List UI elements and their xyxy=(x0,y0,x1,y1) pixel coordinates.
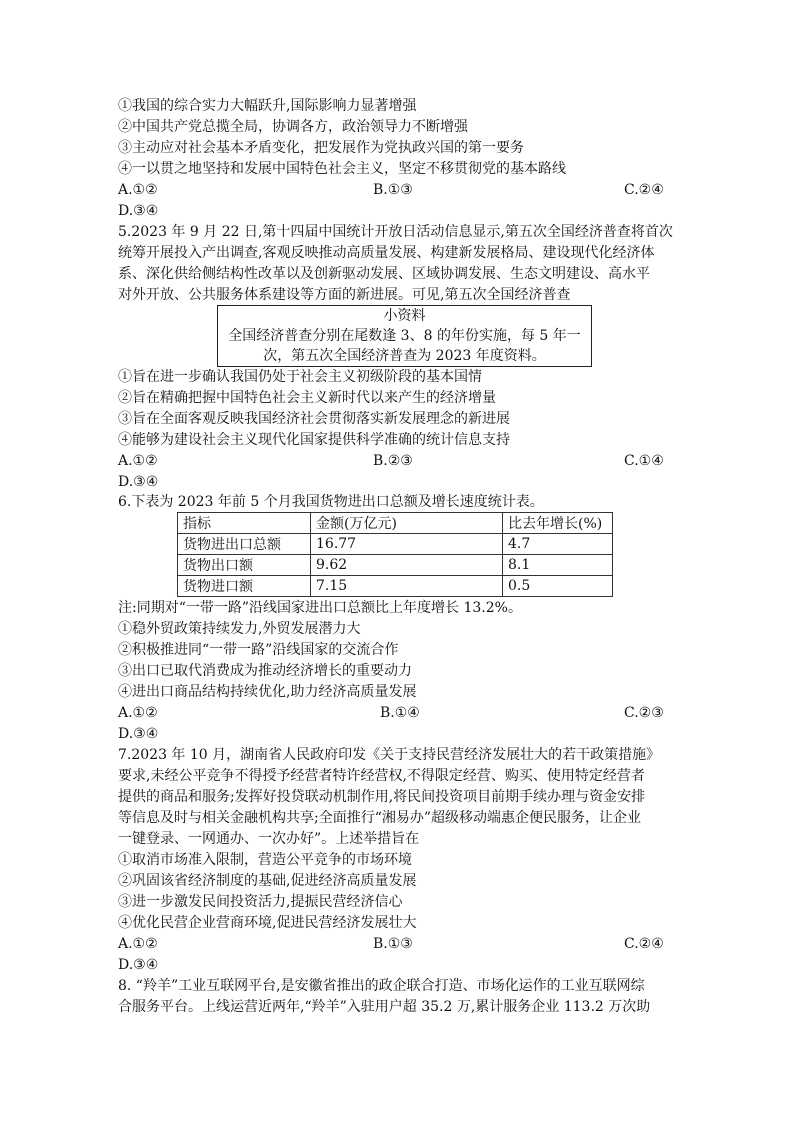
q7-choice-a: A.①② xyxy=(118,936,158,952)
table-cell: 0.5 xyxy=(503,576,613,597)
table-cell: 货物进出口总额 xyxy=(178,534,311,555)
table-cell: 16.77 xyxy=(311,534,503,555)
table-header-row xyxy=(178,513,613,534)
q7-stem-line-2: 要求,未经公平竞争不得授予经营者特许经营权,不得限定经营、购买、使用特定经营者 xyxy=(118,768,645,784)
table-header-cell: 比去年增长(%) xyxy=(503,513,613,534)
q5-choice-c: C.①④ xyxy=(624,453,664,469)
q5-choice-b: B.②③ xyxy=(373,453,413,469)
q5-stem-line-4: 对外开放、公共服务体系建设等方面的新进展。可见,第五次全国经济普查 xyxy=(118,287,571,303)
q6-choice-b: B.①④ xyxy=(380,705,420,721)
q5-choice-a: A.①② xyxy=(118,453,158,469)
q8-stem-line-1: 8. “羚羊”工业互联网平台,是安徽省推出的政企联合打造、市场化运作的工业互联网综 xyxy=(118,978,645,994)
table-row xyxy=(178,576,613,597)
table-row xyxy=(178,555,613,576)
q6-note: 注:同期对“一带一路”沿线国家进出口总额比上年度增长 13.2%。 xyxy=(118,600,522,616)
q7-choice-d: D.③④ xyxy=(118,957,159,973)
q4-option-4: ④一以贯之地坚持和发展中国特色社会主义，坚定不移贯彻党的基本路线 xyxy=(118,161,566,177)
q6-choice-c: C.②③ xyxy=(624,705,664,721)
q4-option-2: ②中国共产党总揽全局，协调各方，政治领导力不断增强 xyxy=(118,119,468,135)
q7-stem-line-4: 等信息及时与相关金融机构共享;全面推行“湘易办”超级移动端惠企便民服务，让企业 xyxy=(118,810,642,826)
q7-option-4: ④优化民营企业营商环境,促进民营经济发展壮大 xyxy=(118,915,417,931)
q4-choice-a: A.①② xyxy=(118,182,158,198)
q5-choice-d: D.③④ xyxy=(118,474,159,490)
q6-stat-table xyxy=(177,512,613,597)
q6-option-1: ①稳外贸政策持续发力,外贸发展潜力大 xyxy=(118,621,361,637)
q6-choice-a: A.①② xyxy=(118,705,158,721)
q4-option-1: ①我国的综合实力大幅跃升,国际影响力显著增强 xyxy=(118,98,417,114)
table-header-cell: 金额(万亿元) xyxy=(311,513,503,534)
table-row xyxy=(178,534,613,555)
q5-option-1: ①旨在进一步确认我国仍处于社会主义初级阶段的基本国情 xyxy=(118,369,482,385)
table-cell: 货物出口额 xyxy=(178,555,311,576)
q5-info-box-line-1: 全国经济普查分别在尾数逢 3、8 的年份实施，每 5 年一 xyxy=(228,328,581,344)
q7-stem-line-5: 一键登录、一网通办、一次办好”。上述举措旨在 xyxy=(118,831,420,847)
q4-option-3: ③主动应对社会基本矛盾变化，把发展作为党执政兴国的第一要务 xyxy=(118,140,524,156)
q5-option-2: ②旨在精确把握中国特色社会主义新时代以来产生的经济增量 xyxy=(118,390,496,406)
table-cell: 货物进口额 xyxy=(178,576,311,597)
q7-option-2: ②巩固该省经济制度的基础,促进经济高质量发展 xyxy=(118,873,417,889)
q5-option-3: ③旨在全面客观反映我国经济社会贯彻落实新发展理念的新进展 xyxy=(118,411,510,427)
q7-choice-c: C.②④ xyxy=(624,936,664,952)
q8-stem-line-2: 合服务平台。上线运营近两年,“羚羊”入驻用户超 35.2 万,累计服务企业 113.2 万次助 xyxy=(118,999,651,1015)
q7-choice-b: B.①③ xyxy=(373,936,413,952)
table-cell: 7.15 xyxy=(311,576,503,597)
q4-choice-d: D.③④ xyxy=(118,203,159,219)
q4-choice-b: B.①③ xyxy=(373,182,413,198)
q7-stem-line-3: 提供的商品和服务;发挥好投贷联动机制作用,将民间投资项目前期手续办理与资金安排 xyxy=(118,789,646,805)
q5-stem-line-1: 5.2023 年 9 月 22 日,第十四届中国统计开放日活动信息显示,第五次全国经济普查将首次 xyxy=(118,224,673,240)
q7-option-1: ①取消市场准入限制，营造公平竞争的市场环境 xyxy=(118,852,412,868)
q4-choice-c: C.②④ xyxy=(624,182,664,198)
table-header-cell: 指标 xyxy=(178,513,311,534)
q6-option-3: ③出口已取代消费成为推动经济增长的重要动力 xyxy=(118,663,412,679)
q5-info-box xyxy=(217,305,592,367)
q6-option-2: ②积极推进同“一带一路”沿线国家的交流合作 xyxy=(118,642,399,658)
q6-stem: 6.下表为 2023 年前 5 个月我国货物进出口总额及增长速度统计表。 xyxy=(118,494,544,510)
q5-info-box-title: 小资料 xyxy=(383,308,426,324)
table-cell: 4.7 xyxy=(503,534,613,555)
q5-stem-line-3: 系、深化供给侧结构性改革以及创新驱动发展、区域协调发展、生态文明建设、高水平 xyxy=(118,266,650,282)
q7-option-3: ③进一步激发民间投资活力,提振民营经济信心 xyxy=(118,894,403,910)
q6-choice-d: D.③④ xyxy=(118,726,159,742)
q5-info-box-line-2: 次，第五次全国经济普查为 2023 年度资料。 xyxy=(263,348,546,364)
q7-stem-line-1: 7.2023 年 10 月，湖南省人民政府印发《关于支持民营经济发展壮大的若干政策措施》 xyxy=(118,747,661,763)
q5-option-4: ④能够为建设社会主义现代化国家提供科学准确的统计信息支持 xyxy=(118,432,510,448)
table-cell: 8.1 xyxy=(503,555,613,576)
q5-stem-line-2: 统筹开展投入产出调查,客观反映推动高质量发展、构建新发展格局、建设现代化经济体 xyxy=(118,245,655,261)
q6-option-4: ④进出口商品结构持续优化,助力经济高质量发展 xyxy=(118,684,417,700)
table-cell: 9.62 xyxy=(311,555,503,576)
